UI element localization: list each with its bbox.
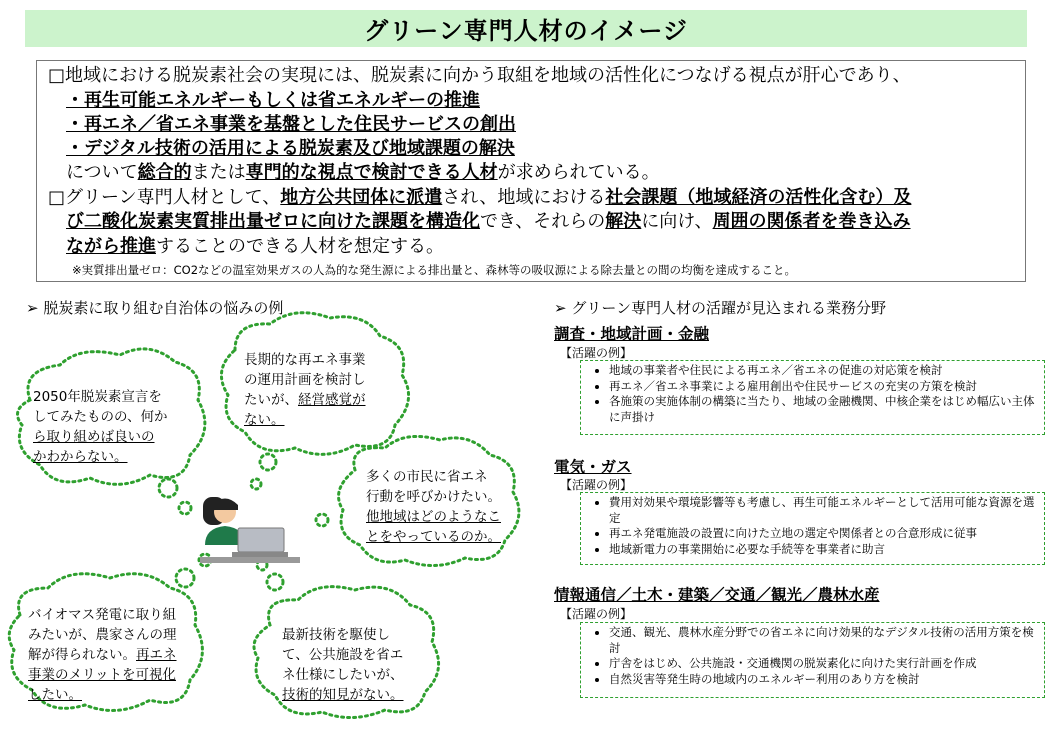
cloud-1-bubble xyxy=(179,502,191,514)
list-item: • 庁舎をはじめ、公共施設・交通機関の脱炭素化に向けた実行計画を作成 xyxy=(609,656,1038,672)
list-item: • 費用対効果や環境影響等も考慮し、再生可能エネルギーとして活用可能な資源を選定 xyxy=(609,495,1038,526)
category-box-research xyxy=(580,360,1045,435)
text-bold: 社会課題（地域経済の活性化含む）及 xyxy=(605,187,912,208)
cloud-5-text xyxy=(282,625,404,705)
list-item: • 交通、観光、農林水産分野での省エネに向け効果的なデジタル技術の活用方策を検討 xyxy=(609,625,1038,656)
text: に向け、 xyxy=(641,211,713,232)
category-box-electricity-gas xyxy=(580,492,1045,565)
cloud-line: 技術的知見がない。 xyxy=(282,687,404,703)
cloud-line: みたいが、農家さんの理 xyxy=(28,627,177,643)
text-bold: 解決 xyxy=(605,211,642,232)
category-title-research: 調査・地域計画・金融 xyxy=(554,325,710,343)
category-sub-label: 【活躍の例】 xyxy=(560,478,633,492)
intro-bullet-2: ・再エネ／省エネ事業を基盤とした住民サービスの創出 xyxy=(66,114,516,135)
cloud-line: て、公共施設を省エ xyxy=(282,647,404,663)
cloud-1-text xyxy=(33,387,167,467)
category-title-electricity-gas: 電気・ガス xyxy=(554,458,632,476)
right-section-heading: ➢ グリーン専門人材の活躍が見込まれる業務分野 xyxy=(554,299,887,317)
category-sub-label: 【活躍の例】 xyxy=(560,607,633,621)
cloud-2-bubble xyxy=(260,454,276,470)
list-item: • 再エネ／省エネ事業による雇用創出や住民サービスの充実の方策を検討 xyxy=(609,379,1038,395)
cloud-line: 2050年脱炭素宣言を xyxy=(33,389,162,405)
cloud-line: の運用計画を検討し xyxy=(244,372,366,388)
cloud-line: ら取り組めば良いの xyxy=(33,429,155,445)
text: することのできる人材を想定する。 xyxy=(156,236,444,257)
cloud-1-bubble xyxy=(159,479,177,497)
list-item: • 自然災害等発生時の地域内のエネルギー利用のあり方を検討 xyxy=(609,672,1038,688)
text: でき、それらの xyxy=(480,211,606,232)
text-bold: 専門的な視点で検討できる人材 xyxy=(245,162,498,183)
cloud-line: 長期的な再エネ事業 xyxy=(244,352,366,368)
intro-bullet-1: ・再生可能エネルギーもしくは省エネルギーの推進 xyxy=(66,90,480,111)
list-item: • 地域新電力の事業開始に必要な手続等を事業者に助言 xyxy=(609,542,1038,558)
left-section-heading: ➢ 脱炭素に取り組む自治体の悩みの例 xyxy=(26,299,284,317)
text-bold: 地方公共団体に派遣 xyxy=(280,187,443,208)
cloud-line: 最新技術を駆使し xyxy=(282,627,390,643)
text: され、地域における xyxy=(442,187,606,208)
cloud-line: バイオマス発電に取り組 xyxy=(28,607,177,623)
text: □グリーン専門人材として、 xyxy=(48,187,281,208)
text-bold: び二酸化炭素実質排出量ゼロに向けた課題を構造化 xyxy=(66,211,480,232)
cloud-2-bubble xyxy=(251,479,261,489)
cloud-line: ない。 xyxy=(244,412,285,428)
cloud-3-bubble xyxy=(316,514,328,526)
person-with-laptop-icon xyxy=(200,497,300,563)
cloud-line xyxy=(244,390,366,410)
cloud-4-text xyxy=(28,605,177,705)
intro-bullet-3: ・デジタル技術の活用による脱炭素及び地域課題の解決 xyxy=(66,138,515,159)
cloud-3-text xyxy=(366,467,501,547)
text-bold: 周囲の関係者を巻き込み xyxy=(712,211,911,232)
cloud-line: とをやっているのか。 xyxy=(366,529,501,545)
category-sub-label: 【活躍の例】 xyxy=(560,346,633,360)
cloud-line: してみたものの、何か xyxy=(33,409,168,425)
text-underline: 再エネ xyxy=(136,647,177,663)
list-item: • 再エネ発電施設の設置に向けた立地の選定や関係者との合意形成に従事 xyxy=(609,526,1038,542)
cloud-line xyxy=(28,645,177,665)
text: について xyxy=(66,162,138,183)
cloud-line: したい。 xyxy=(28,687,82,703)
intro-para1-line1: □地域における脱炭素社会の実現には、脱炭素に向かう取組を地域の活性化につなげる視点が肝心であり、 xyxy=(48,65,911,86)
cloud-line: 多くの市民に省エネ xyxy=(366,469,488,485)
category-box-ict-infra xyxy=(580,622,1045,698)
page-title: グリーン専門人材のイメージ xyxy=(25,10,1027,47)
cloud-line: 行動を呼びかけたい。 xyxy=(366,489,501,505)
cloud-line: ネ仕様にしたいが、 xyxy=(282,667,404,683)
list-item: • 各施策の実施体制の構築に当たり、地域の金融機関、中核企業をはじめ幅広い主体に声掛け xyxy=(609,394,1038,425)
cloud-2-text xyxy=(244,350,366,430)
cloud-line: 事業のメリットを可視化 xyxy=(28,667,176,683)
text-bold: 総合的 xyxy=(137,162,192,183)
text: 解が得られない。 xyxy=(28,647,136,663)
list-item: • 地域の事業者や住民による再エネ／省エネの促進の対応策を検討 xyxy=(609,363,1038,379)
cloud-5-bubble xyxy=(267,574,283,590)
text: または xyxy=(191,162,246,183)
text-bold: ながら推進 xyxy=(66,236,156,257)
cloud-line: 他地域はどのようなこ xyxy=(366,509,501,525)
cloud-4-bubble xyxy=(176,569,194,587)
category-title-ict-infra: 情報通信／土木・建築／交通／観光／農林水産 xyxy=(554,586,880,604)
text: たいが、 xyxy=(244,392,298,408)
cloud-line: かわからない。 xyxy=(33,449,128,465)
intro-note: ※実質排出量ゼロ：CO2などの温室効果ガスの人為的な発生源による排出量と、森林等の吸収源による除去量との間の均衡を達成すること。 xyxy=(72,263,797,277)
text-underline: 経営感覚が xyxy=(298,392,366,408)
text: が求められている。 xyxy=(497,162,660,183)
